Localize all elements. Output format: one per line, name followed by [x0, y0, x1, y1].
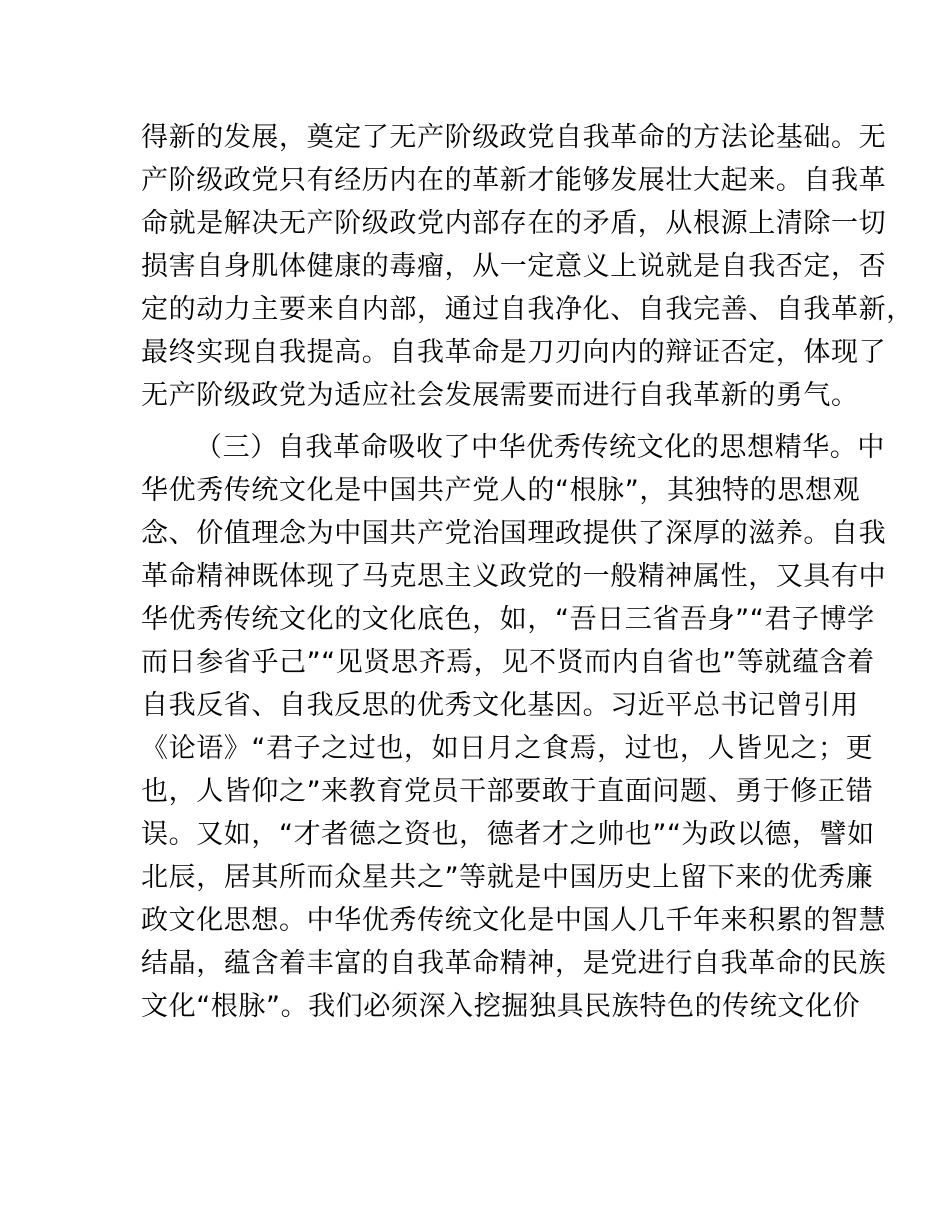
- text-line: 革命精神既体现了马克思主义政党的一般精神属性，又具有中: [141, 561, 887, 592]
- text-line: 结晶，蕴含着丰富的自我革命精神，是党进行自我革命的民族: [141, 948, 887, 979]
- text-line: 政文化思想。中华优秀传统文化是中国人几千年来积累的智慧: [141, 905, 887, 936]
- text-line: 产阶级政党只有经历内在的革新才能够发展壮大起来。自我革: [141, 165, 887, 196]
- text-line: 也，人皆仰之”来教育党员干部要敢于直面问题、勇于修正错: [141, 776, 874, 807]
- text-line: 华优秀传统文化的文化底色，如，“吾日三省吾身”“君子博学: [141, 604, 875, 635]
- text-line: 华优秀传统文化是中国共产党人的“根脉”，其独特的思想观: [141, 475, 861, 506]
- text-line: 北辰，居其所而众星共之”等就是中国历史上留下来的优秀廉: [141, 862, 874, 893]
- text-line: 最终实现自我提高。自我革命是刀刃向内的辩证否定，体现了: [141, 337, 887, 368]
- text-line: 念、价值理念为中国共产党治国理政提供了深厚的滋养。自我: [141, 518, 887, 549]
- text-line: 损害自身肌体健康的毒瘤，从一定意义上说就是自我否定，否: [141, 251, 887, 282]
- section-heading-line: （三）自我革命吸收了中华优秀传统文化的思想精华。中: [195, 432, 885, 463]
- text-line: 文化“根脉”。我们必须深入挖掘独具民族特色的传统文化价: [141, 991, 861, 1022]
- text-line: 定的动力主要来自内部，通过自我净化、自我完善、自我革新，: [141, 294, 914, 325]
- text-line: 命就是解决无产阶级政党内部存在的矛盾，从根源上清除一切: [141, 208, 887, 239]
- text-line: 自我反省、自我反思的优秀文化基因。习近平总书记曾引用: [141, 690, 859, 721]
- text-line: 误。又如，“才者德之资也，德者才之帅也”“为政以德，譬如: [141, 819, 875, 850]
- text-line: 而日参省乎己”“见贤思齐焉，见不贤而内自省也”等就蕴含着: [141, 647, 875, 678]
- text-line: 得新的发展，奠定了无产阶级政党自我革命的方法论基础。无: [141, 122, 887, 153]
- text-line: 无产阶级政党为适应社会发展需要而进行自我革新的勇气。: [141, 380, 859, 411]
- text-line: 《论语》“君子之过也，如日月之食焉，过也，人皆见之；更: [141, 733, 874, 764]
